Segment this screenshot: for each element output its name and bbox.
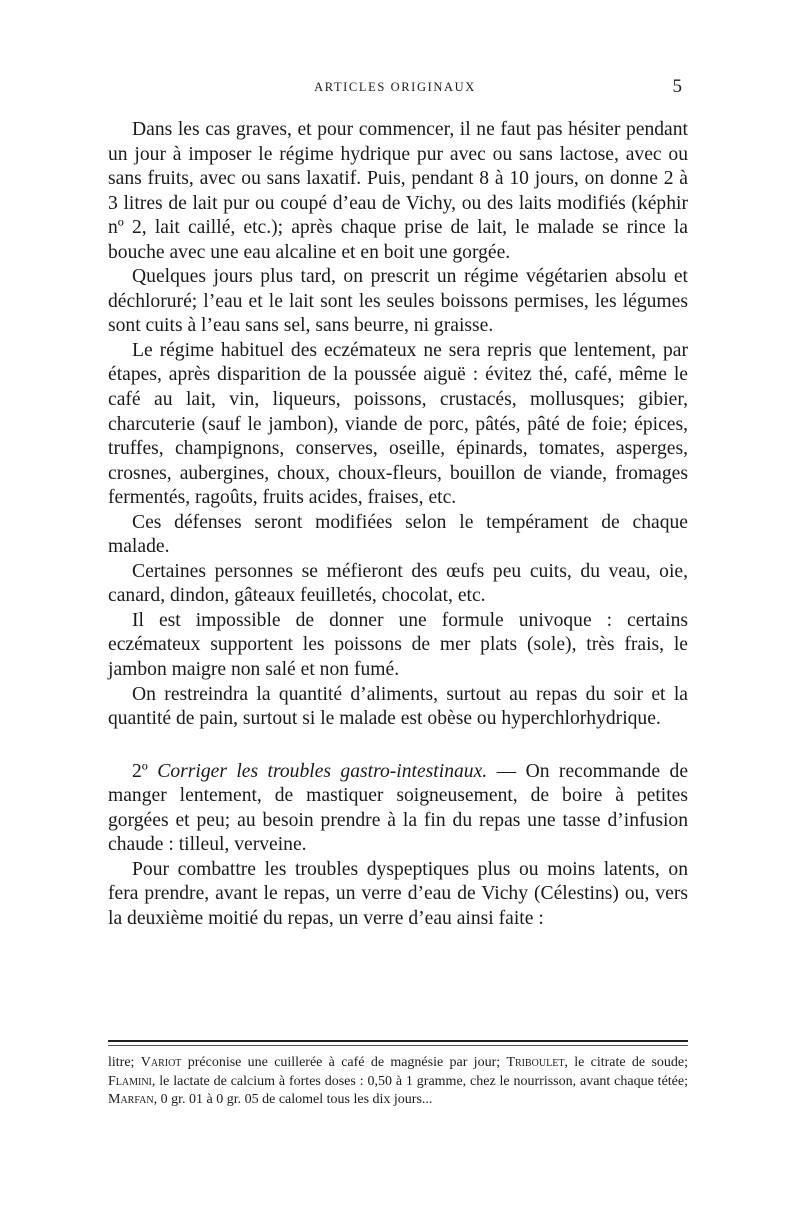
section-title: Corriger les troubles gastro-intestinaux. xyxy=(157,760,488,782)
footnote-text-5: , 0 gr. 01 à 0 gr. 05 de calomel tous les dix jours... xyxy=(153,1092,433,1107)
section-text: On recommande de manger lentement, de mastiquer soigneusement, de boire à petites gorgées et peu; au besoin prendre à la fin du repas une tasse d’infusion chaude : tilleul, verveine. xyxy=(108,760,689,856)
paragraph-5: Certaines personnes se méfieront des œufs peu cuits, du veau, oie, canard, dindon, gâteaux feuilletés, chocolat, etc. xyxy=(108,560,688,607)
paragraph-3: Le régime habituel des eczémateux ne sera repris que lentement, par étapes, après disparition de la poussée aiguë : évitez thé, café, même le café au lait, vin, liqueurs, poissons, crustacés, mollusques; gibier, charcuterie (sauf le jambon), viande de porc, pâtés, pâté de foie; épices, truffes, champignons, conserves, oseille, épinards, tomates, asperges, crosnes, aubergines, choux, choux-fleurs, bouillon de viande, fromages fermentés, ragoûts, fruits acides, fraises, etc. xyxy=(108,339,688,509)
footnote-text-3: , le citrate de soude; xyxy=(564,1055,689,1070)
paragraph-4: Ces défenses seront modifiées selon le tempérament de chaque malade. xyxy=(108,511,688,558)
footnote-text-1: litre; xyxy=(108,1055,141,1070)
closing-paragraph: Pour combattre les troubles dyspeptiques plus ou moins latents, on fera prendre, avant le repas, un verre d’eau de Vichy (Célestins) ou, vers la deuxième moitié du repas, un verre d’eau ainsi faite : xyxy=(108,858,688,929)
footnote xyxy=(108,1054,688,1110)
paragraph-6: Il est impossible de donner une formule univoque : certains eczémateux supportent les poissons de mer plats (sole), très frais, le jambon maigre non salé et non fumé. xyxy=(108,609,688,681)
footnote-author-variot: Variot xyxy=(140,1055,182,1070)
section-number: 2º xyxy=(132,760,148,782)
running-head xyxy=(108,78,682,100)
footnote-text-4: , le lactate de calcium à fortes doses : 0,50 à 1 gramme, chez le nourrisson, avant chaque tétée; xyxy=(151,1073,688,1089)
paragraph-2: Quelques jours plus tard, on prescrit un régime végétarien absolu et déchloruré; l’eau et le lait sont les seules boissons permises, les légumes sont cuits à l’eau sans sel, sans beurre, ni graisse. xyxy=(108,266,688,337)
section-2-paragraph xyxy=(108,760,688,858)
paragraph-1: Dans les cas graves, et pour commencer, il ne faut pas hésiter pendant un jour à imposer le régime hydrique pur avec ou sans lactose, avec ou sans fruits, avec ou sans laxatif. Puis, pendant 8 à 10 jours, on donne 2 à 3 litres de lait pur ou coupé d’eau de Vichy, ou des laits modifiés (képhir nº 2, lait caillé, etc.); après chaque prise de lait, le malade se rince la bouche avec une eau alcaline et en boit une gorgée. xyxy=(108,119,688,263)
footnote-author-flamini: Flamini xyxy=(108,1073,152,1089)
footnote-rule-thin xyxy=(108,1045,688,1046)
footnote-rule xyxy=(108,1040,688,1042)
body-text xyxy=(108,118,688,932)
page-number: 5 xyxy=(672,76,682,97)
footnote-text-2: préconise une cuillerée à café de magnésie par jour; xyxy=(181,1055,507,1070)
running-title: ARTICLES ORIGINAUX xyxy=(314,80,476,94)
footnote-author-triboulet: Triboulet xyxy=(506,1055,565,1070)
paragraph-7: On restreindra la quantité d’aliments, surtout au repas du soir et la quantité de pain, surtout si le malade est obèse ou hyperchlorhydrique. xyxy=(108,683,688,730)
footnote-author-marfan: Marfan xyxy=(108,1092,154,1107)
section-dash: — xyxy=(496,760,517,782)
